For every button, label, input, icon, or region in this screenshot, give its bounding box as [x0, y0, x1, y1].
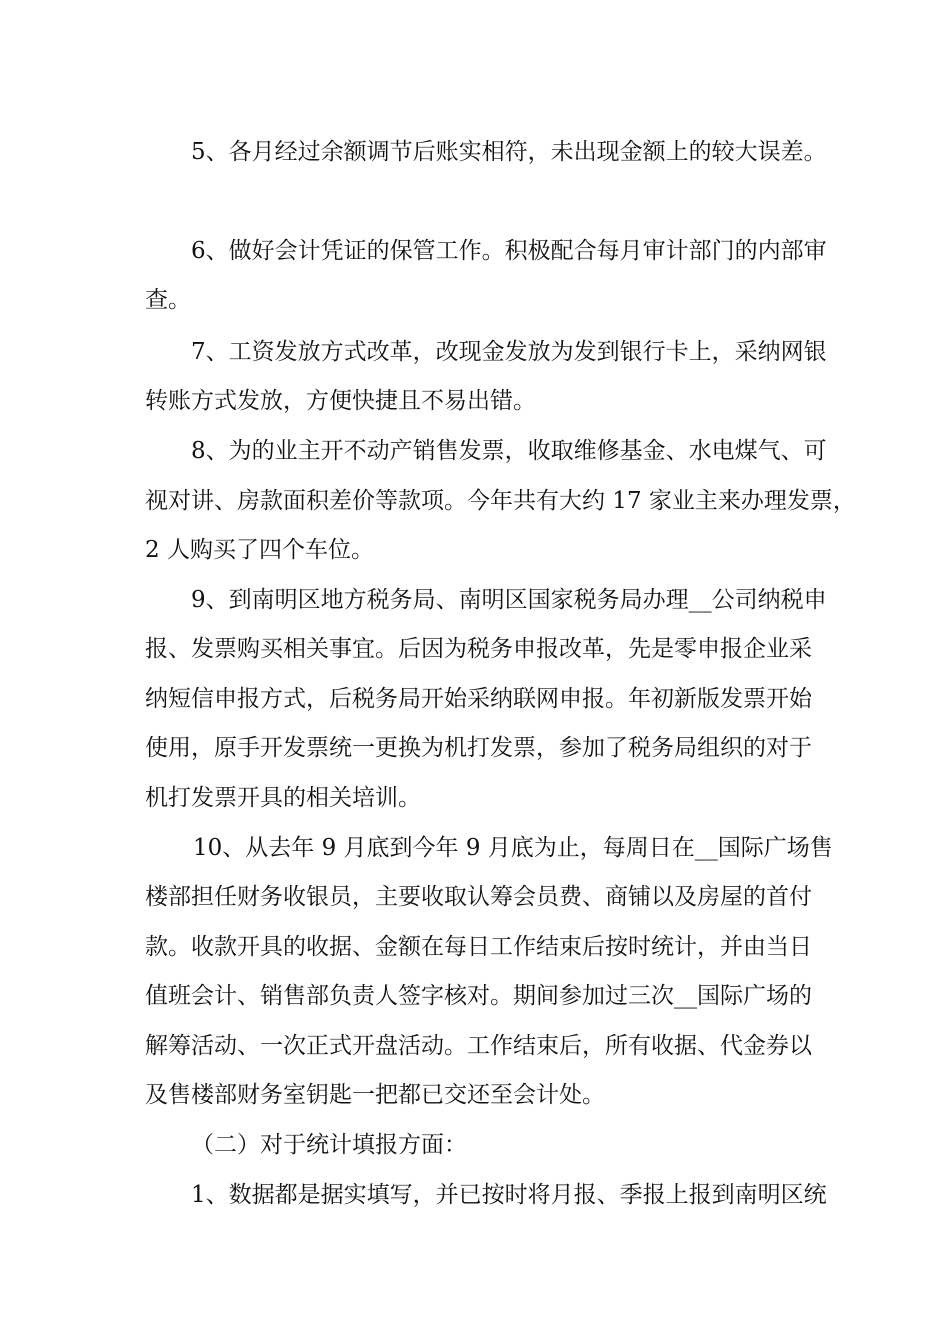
paragraph-6-line-2: 查。: [145, 287, 191, 313]
paragraph-10-line-4: 值班会计、销售部负责人签字核对。期间参加过三次__国际广场的: [145, 983, 812, 1009]
section-heading-statistics: （二）对于统计填报方面：: [191, 1132, 467, 1158]
paragraph-9-line-3: 纳短信申报方式，后税务局开始采纳联网申报。年初新版发票开始: [145, 686, 812, 712]
paragraph-8-line-1: 8、为的业主开不动产销售发票，收取维修基金、水电煤气、可: [191, 438, 827, 464]
paragraph-8-line-2: 视对讲、房款面积差价等款项。今年共有大约 17 家业主来办理发票，: [145, 488, 856, 514]
statistics-paragraph-1-line-1: 1、数据都是据实填写，并已按时将月报、季报上报到南明区统: [191, 1182, 827, 1208]
paragraph-10-line-5: 解筹活动、一次正式开盘活动。工作结束后，所有收据、代金券以: [145, 1033, 812, 1059]
paragraph-6-line-1: 6、做好会计凭证的保管工作。积极配合每月审计部门的内部审: [191, 238, 827, 264]
paragraph-7-line-1: 7、工资发放方式改革，改现金发放为发到银行卡上，采纳网银: [191, 339, 827, 365]
paragraph-10-line-6: 及售楼部财务室钥匙一把都已交还至会计处。: [145, 1082, 605, 1108]
paragraph-5-line-1: 5、各月经过余额调节后账实相符，未出现金额上的较大误差。: [191, 139, 827, 165]
paragraph-10-line-3: 款。收款开具的收据、金额在每日工作结束后按时统计，并由当日: [145, 934, 812, 960]
paragraph-10-line-1: 10、从去年 9 月底到今年 9 月底为止，每周日在__国际广场售: [193, 835, 833, 861]
paragraph-7-line-2: 转账方式发放，方便快捷且不易出错。: [145, 388, 536, 414]
paragraph-10-line-2: 楼部担任财务收银员，主要收取认筹会员费、商铺以及房屋的首付: [145, 884, 812, 910]
paragraph-9-line-4: 使用，原手开发票统一更换为机打发票，参加了税务局组织的对于: [145, 735, 812, 761]
paragraph-8-line-3: 2 人购买了四个车位。: [145, 537, 374, 563]
paragraph-9-line-5: 机打发票开具的相关培训。: [145, 785, 421, 811]
paragraph-9-line-1: 9、到南明区地方税务局、南明区国家税务局办理__公司纳税申: [191, 587, 827, 613]
paragraph-9-line-2: 报、发票购买相关事宜。后因为税务申报改革，先是零申报企业采: [145, 636, 812, 662]
